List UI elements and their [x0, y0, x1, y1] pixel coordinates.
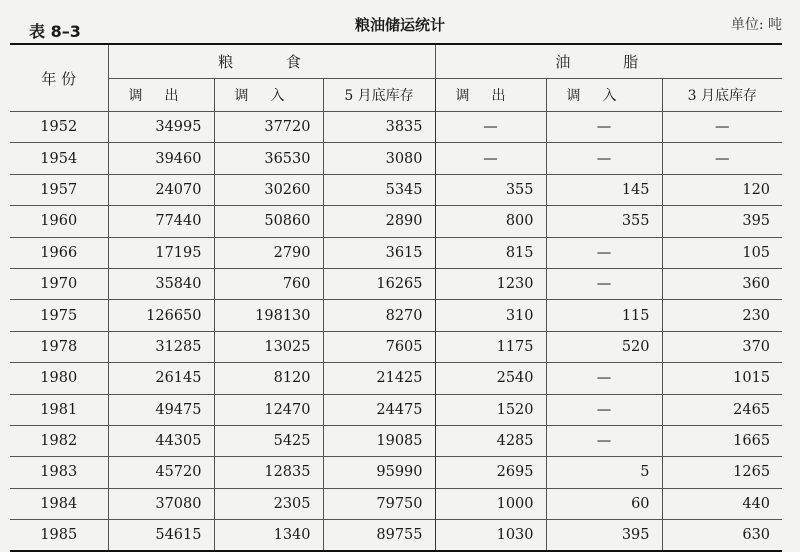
table-row — [10, 268, 782, 299]
grain-out-cell: 17195 — [108, 237, 214, 268]
grain-stock-cell: 89755 — [323, 520, 435, 552]
grain-out-cell: 34995 — [108, 112, 214, 143]
grain-stock-cell: 21425 — [323, 363, 435, 394]
oil-stock-cell: 2465 — [662, 394, 782, 425]
oil-stock-cell: 230 — [662, 300, 782, 331]
grain-in-cell: 30260 — [214, 174, 323, 205]
table-row — [10, 300, 782, 331]
oil-stock-cell: 1665 — [662, 425, 782, 456]
table-row — [10, 394, 782, 425]
oil-out-cell: 800 — [435, 206, 546, 237]
year-cell: 1970 — [10, 268, 108, 299]
oil-stock-cell: — — [662, 112, 782, 143]
grain-out-cell: 35840 — [108, 268, 214, 299]
oil-in-cell: 395 — [546, 520, 662, 552]
grain-stock-cell: 7605 — [323, 331, 435, 362]
grain-stock-cell: 95990 — [323, 457, 435, 488]
oil-in-cell: — — [546, 363, 662, 394]
year-cell: 1952 — [10, 112, 108, 143]
oil-in-cell: — — [546, 425, 662, 456]
table-row — [10, 488, 782, 519]
grain-out-cell: 39460 — [108, 143, 214, 174]
oil-out-cell: 1030 — [435, 520, 546, 552]
oil-out-cell: 1175 — [435, 331, 546, 362]
year-cell: 1966 — [10, 237, 108, 268]
grain-stock-cell: 3615 — [323, 237, 435, 268]
oil-in-cell: 145 — [546, 174, 662, 205]
oil-stock-cell: 440 — [662, 488, 782, 519]
grain-out-cell: 49475 — [108, 394, 214, 425]
grain-out-cell: 77440 — [108, 206, 214, 237]
header-oil: 油 脂 — [435, 44, 782, 79]
oil-in-cell: — — [546, 112, 662, 143]
oil-in-cell: — — [546, 394, 662, 425]
header-grain: 粮 食 — [108, 44, 435, 79]
grain-in-cell: 5425 — [214, 425, 323, 456]
grain-in-cell: 13025 — [214, 331, 323, 362]
year-cell: 1980 — [10, 363, 108, 394]
grain-in-cell: 12835 — [214, 457, 323, 488]
year-cell: 1983 — [10, 457, 108, 488]
grain-stock-cell: 19085 — [323, 425, 435, 456]
oil-stock-cell: 395 — [662, 206, 782, 237]
grain-in-cell: 8120 — [214, 363, 323, 394]
grain-in-cell: 37720 — [214, 112, 323, 143]
oil-stock-cell: — — [662, 143, 782, 174]
header-oil-out: 调出 — [435, 79, 546, 112]
header-year: 年 份 — [10, 44, 108, 112]
year-cell: 1957 — [10, 174, 108, 205]
grain-stock-cell: 3835 — [323, 112, 435, 143]
grain-out-cell: 45720 — [108, 457, 214, 488]
header-oil-stock: 3 月底库存 — [662, 79, 782, 112]
grain-in-cell: 36530 — [214, 143, 323, 174]
table-row — [10, 520, 782, 552]
grain-stock-cell: 8270 — [323, 300, 435, 331]
grain-out-cell: 44305 — [108, 425, 214, 456]
grain-in-cell: 50860 — [214, 206, 323, 237]
grain-in-cell: 198130 — [214, 300, 323, 331]
year-cell: 1982 — [10, 425, 108, 456]
oil-in-cell: — — [546, 143, 662, 174]
grain-out-cell: 24070 — [108, 174, 214, 205]
oil-stock-cell: 105 — [662, 237, 782, 268]
oil-out-cell: — — [435, 143, 546, 174]
grain-out-cell: 54615 — [108, 520, 214, 552]
oil-stock-cell: 1265 — [662, 457, 782, 488]
grain-stock-cell: 2890 — [323, 206, 435, 237]
oil-in-cell: 115 — [546, 300, 662, 331]
year-cell: 1984 — [10, 488, 108, 519]
header-grain-stock: 5 月底库存 — [323, 79, 435, 112]
grain-out-cell: 37080 — [108, 488, 214, 519]
year-cell: 1960 — [10, 206, 108, 237]
grain-in-cell: 2305 — [214, 488, 323, 519]
oil-in-cell: 5 — [546, 457, 662, 488]
oil-out-cell: — — [435, 112, 546, 143]
oil-in-cell: 60 — [546, 488, 662, 519]
oil-stock-cell: 1015 — [662, 363, 782, 394]
table-row — [10, 143, 782, 174]
grain-in-cell: 760 — [214, 268, 323, 299]
table-row — [10, 331, 782, 362]
table-row — [10, 457, 782, 488]
grain-stock-cell: 5345 — [323, 174, 435, 205]
year-cell: 1975 — [10, 300, 108, 331]
oil-out-cell: 1000 — [435, 488, 546, 519]
grain-in-cell: 2790 — [214, 237, 323, 268]
grain-stock-cell: 24475 — [323, 394, 435, 425]
oil-out-cell: 1520 — [435, 394, 546, 425]
grain-stock-cell: 16265 — [323, 268, 435, 299]
oil-in-cell: — — [546, 237, 662, 268]
table-row — [10, 237, 782, 268]
table-header — [0, 0, 800, 44]
oil-out-cell: 2540 — [435, 363, 546, 394]
oil-stock-cell: 630 — [662, 520, 782, 552]
table-row — [10, 206, 782, 237]
oil-in-cell: — — [546, 268, 662, 299]
grain-in-cell: 12470 — [214, 394, 323, 425]
oil-out-cell: 815 — [435, 237, 546, 268]
table-title: 粮油储运统计 — [354, 16, 445, 34]
oil-in-cell: 355 — [546, 206, 662, 237]
storage-statistics-table — [10, 43, 782, 552]
grain-out-cell: 26145 — [108, 363, 214, 394]
table-number: 表 8–3 — [29, 22, 81, 41]
header-row-groups — [10, 44, 782, 79]
header-row-sub — [10, 79, 782, 112]
grain-in-cell: 1340 — [214, 520, 323, 552]
table-row — [10, 112, 782, 143]
oil-out-cell: 355 — [435, 174, 546, 205]
header-oil-in: 调入 — [546, 79, 662, 112]
unit-label: 单位: 吨 — [730, 17, 782, 33]
header-grain-in: 调入 — [214, 79, 323, 112]
grain-out-cell: 31285 — [108, 331, 214, 362]
oil-stock-cell: 120 — [662, 174, 782, 205]
oil-stock-cell: 370 — [662, 331, 782, 362]
oil-stock-cell: 360 — [662, 268, 782, 299]
oil-out-cell: 1230 — [435, 268, 546, 299]
year-cell: 1954 — [10, 143, 108, 174]
table-row — [10, 425, 782, 456]
grain-out-cell: 126650 — [108, 300, 214, 331]
year-cell: 1978 — [10, 331, 108, 362]
table-row — [10, 363, 782, 394]
oil-out-cell: 310 — [435, 300, 546, 331]
grain-stock-cell: 3080 — [323, 143, 435, 174]
table-row — [10, 174, 782, 205]
oil-out-cell: 4285 — [435, 425, 546, 456]
grain-stock-cell: 79750 — [323, 488, 435, 519]
year-cell: 1985 — [10, 520, 108, 552]
oil-in-cell: 520 — [546, 331, 662, 362]
oil-out-cell: 2695 — [435, 457, 546, 488]
year-cell: 1981 — [10, 394, 108, 425]
header-grain-out: 调出 — [128, 88, 201, 104]
